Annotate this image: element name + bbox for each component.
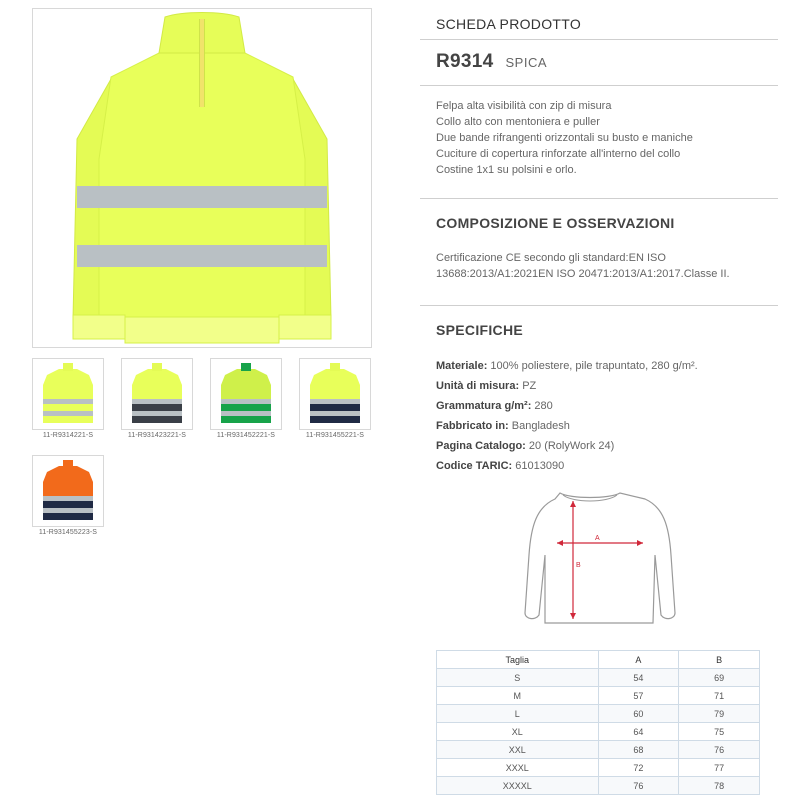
spec-row-catalog-page	[420, 436, 778, 456]
b-cell: 76	[679, 741, 760, 759]
spec-value: 20 (RolyWork 24)	[528, 440, 615, 452]
thumbnail-image	[121, 358, 193, 430]
a-cell: 54	[598, 669, 679, 687]
composition-section	[420, 215, 778, 231]
spec-label: Unità di misura:	[436, 380, 520, 392]
spec-value: Bangladesh	[511, 420, 570, 432]
thumbnail-5[interactable]	[32, 455, 104, 536]
measure-a-label: A	[595, 535, 600, 542]
product-sheet-header	[420, 16, 778, 32]
feature-line: Cuciture di copertura rinforzate all'interno del collo	[436, 148, 681, 160]
divider	[420, 305, 778, 306]
divider	[420, 85, 778, 86]
spec-label: Fabbricato in:	[436, 420, 509, 432]
a-cell: 72	[598, 759, 679, 777]
specs-section	[420, 322, 778, 338]
spec-label: Grammatura g/m²:	[436, 400, 532, 412]
a-cell: 64	[598, 723, 679, 741]
table-row	[437, 723, 760, 741]
thumbnail-2[interactable]	[121, 358, 193, 439]
size-col-header: Taglia	[437, 651, 599, 669]
thumbnail-code: 11-R9314221-S	[42, 432, 94, 439]
b-cell: 77	[679, 759, 760, 777]
sweatshirt-illustration	[33, 9, 371, 347]
product-code-line	[420, 51, 778, 73]
thumbnail-code: 11-R931452221-S	[216, 432, 276, 439]
main-product-image[interactable]	[32, 8, 372, 348]
measurement-diagram	[515, 485, 685, 630]
b-cell: 75	[679, 723, 760, 741]
table-row	[437, 741, 760, 759]
a-cell: 60	[598, 705, 679, 723]
thumbnail-3[interactable]	[210, 358, 282, 439]
spec-value: 61013090	[515, 460, 565, 472]
thumbnail-code: 11-R931455221-S	[305, 432, 365, 439]
feature-line: Collo alto con mentoniera e puller	[436, 116, 600, 128]
table-row	[437, 705, 760, 723]
b-cell: 71	[679, 687, 760, 705]
spec-row-unit	[420, 376, 778, 396]
thumbnail-image	[299, 358, 371, 430]
feature-line: Due bande rifrangenti orizzontali su busto e maniche	[436, 132, 693, 144]
a-col-header: A	[598, 651, 679, 669]
feature-line: Felpa alta visibilità con zip di misura	[436, 100, 612, 112]
composition-title: COMPOSIZIONE E OSSERVAZIONI	[436, 215, 675, 231]
spec-row-origin	[420, 416, 778, 436]
size-table-header	[437, 651, 760, 669]
spec-value: 280	[534, 400, 553, 412]
thumbnail-1[interactable]	[32, 358, 104, 439]
sheet-title: SCHEDA PRODOTTO	[436, 16, 582, 32]
composition-text: Certificazione CE secondo gli standard:EN ISO 13688:2013/A1:2021EN ISO 20471:2013/A1:2017.Classe II.	[436, 252, 730, 280]
divider	[420, 39, 778, 40]
b-cell: 79	[679, 705, 760, 723]
a-cell: 68	[598, 741, 679, 759]
table-row	[437, 669, 760, 687]
size-cell: XL	[437, 723, 599, 741]
size-cell: XXXL	[437, 759, 599, 777]
product-code: R9314	[436, 51, 494, 72]
size-cell: XXL	[437, 741, 599, 759]
divider	[420, 198, 778, 199]
spec-value: 100% poliestere, pile trapuntato, 280 g/m².	[490, 360, 698, 372]
spec-label: Codice TARIC:	[436, 460, 513, 472]
size-cell: XXXXL	[437, 777, 599, 795]
specs-title: SPECIFICHE	[436, 322, 524, 338]
b-cell: 69	[679, 669, 760, 687]
spec-label: Pagina Catalogo:	[436, 440, 526, 452]
product-features	[420, 98, 778, 178]
thumbnail-code: 11-R931455223-S	[38, 529, 98, 536]
specs-list	[420, 356, 778, 476]
size-table	[436, 650, 760, 795]
thumbnail-4[interactable]	[299, 358, 371, 439]
thumbnail-image	[32, 358, 104, 430]
b-cell: 78	[679, 777, 760, 795]
size-cell: M	[437, 687, 599, 705]
feature-line: Costine 1x1 su polsini e orlo.	[436, 164, 577, 176]
thumbnail-image	[32, 455, 104, 527]
a-cell: 57	[598, 687, 679, 705]
b-col-header: B	[679, 651, 760, 669]
thumbnail-code: 11-R931423221-S	[127, 432, 187, 439]
spec-value: PZ	[522, 380, 537, 392]
spec-row-material	[420, 356, 778, 376]
composition-body	[420, 250, 778, 282]
size-cell: S	[437, 669, 599, 687]
a-cell: 76	[598, 777, 679, 795]
table-row	[437, 759, 760, 777]
table-row	[437, 777, 760, 795]
size-cell: L	[437, 705, 599, 723]
spec-label: Materiale:	[436, 360, 488, 372]
spec-row-taric	[420, 456, 778, 476]
thumbnail-image	[210, 358, 282, 430]
table-row	[437, 687, 760, 705]
spec-row-weight	[420, 396, 778, 416]
measure-b-label: B	[576, 562, 581, 569]
garment-outline	[525, 493, 675, 623]
product-name: SPICA	[505, 55, 548, 70]
